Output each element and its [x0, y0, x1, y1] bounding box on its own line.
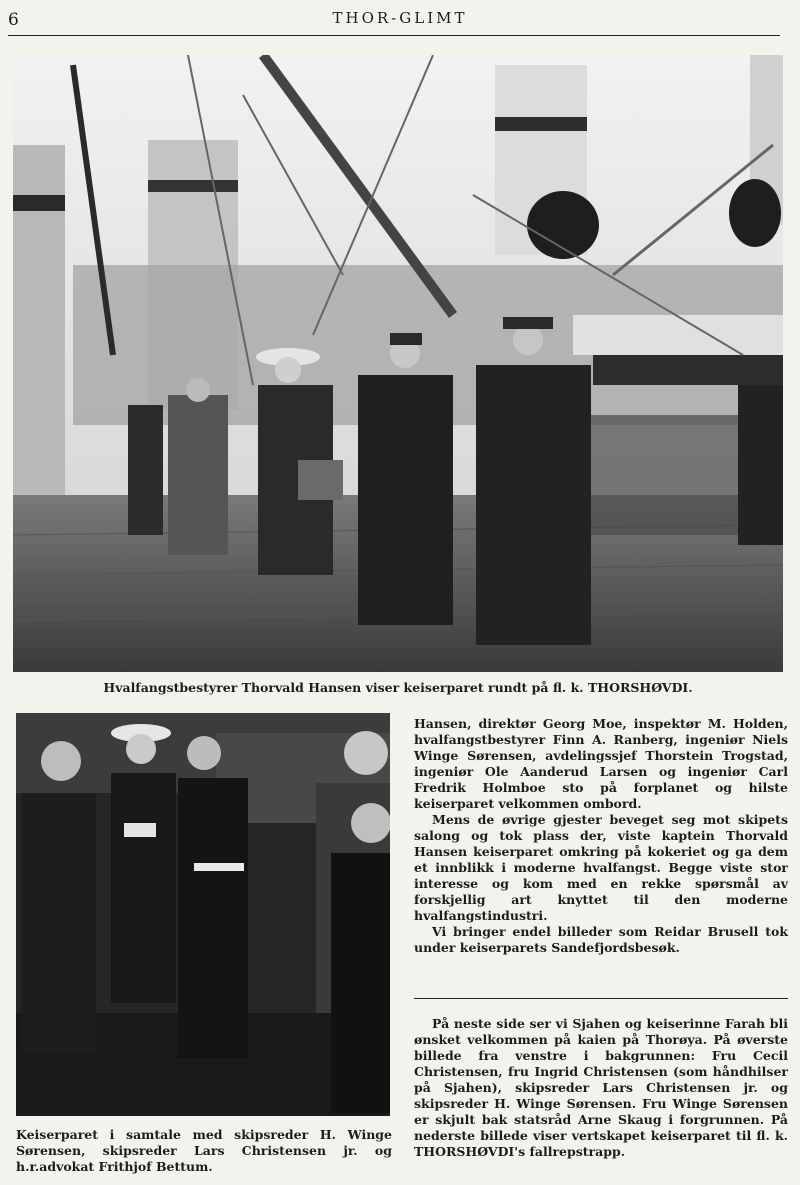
article-paragraph: Hansen, direktør Georg Moe, inspektør M. Holden, hvalfangstbestyrer Finn A. Ranberg, ingeniør Niels Winge Sørensen, avdelingssjef Thorstein Trogstad, ingeniør Ole Aanderud Larsen og ingeniør Carl Fredrik Holmboe sto på forplanet og hilste keiserparet velkommen ombord.: [414, 716, 788, 811]
top-photo-caption: Hvalfangstbestyrer Thorvald Hansen viser keiserparet rundt på fl. k. THORSHØVDI.: [103, 680, 693, 695]
article-column: [414, 716, 788, 956]
ship-deck-photo: [13, 55, 783, 672]
running-title: THOR-GLIMT: [332, 9, 468, 27]
page-number: 6: [8, 10, 19, 30]
conversation-photo: [16, 713, 390, 1116]
header-rule: [8, 35, 780, 36]
article-paragraph: Vi bringer endel billeder som Reidar Brusell tok under keiserparets Sandefjordsbesøk.: [414, 924, 788, 955]
article-paragraph: Mens de øvrige gjester beveget seg mot skipets salong og tok plass der, viste kaptein Thorvald Hansen keiserparet omkring på kokeriet og ga dem et innblikk i moderne hvalfangst. Begge viste stor interesse og kom med en rekke spørsmål av forskjellig art knyttet til den moderne hvalfangstindustri.: [414, 812, 788, 923]
next-page-note-text: På neste side ser vi Sjahen og keiserinne Farah bli ønsket velkommen på kaien på Thorøya. På øverste billede fra venstre i bakgrunnen: Fru Cecil Christensen, fru Ingrid Christensen (som håndhilser på Sjahen), skipsreder Lars Christensen jr. og skipsreder H. Winge Sørensen. Fru Winge Sørensen er skjult bak statsråd Arne Skaug i forgrunnen. På nederste billede viser vertskapet keiserparet til fl. k. THORSHØVDI's fallrepstrapp.: [414, 1016, 788, 1159]
next-page-note: [414, 1016, 788, 1160]
bottom-photo-caption: Keiserparet i samtale med skipsreder H. Winge Sørensen, skipsreder Lars Christensen jr. og h.r.advokat Frithjof Bettum.: [16, 1127, 392, 1174]
column-divider: [414, 998, 788, 999]
